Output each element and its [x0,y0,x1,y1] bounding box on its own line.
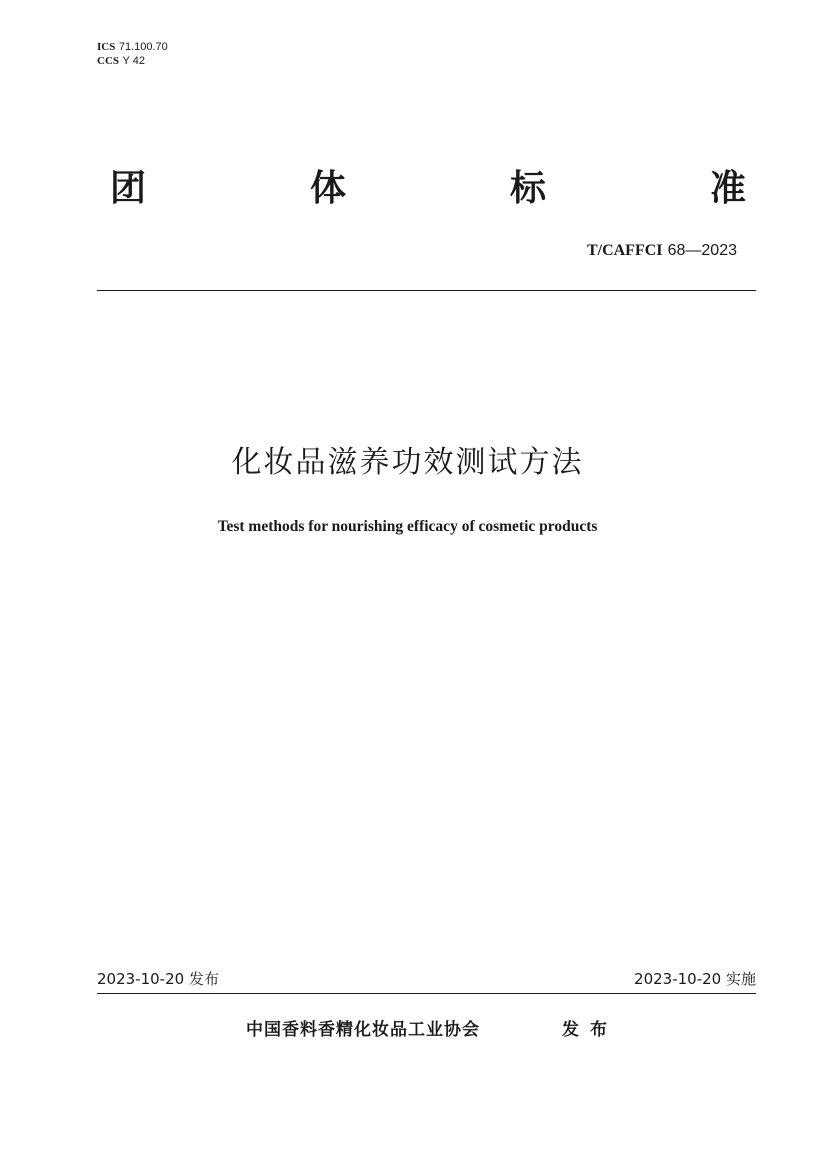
footer-divider [97,993,756,994]
publish-label: 发布 [562,1020,618,1040]
ics-value: 71.100.70 [118,41,168,53]
standard-code: T/CAFFCI [586,242,663,259]
ccs-code [97,54,168,68]
standard-type-char: 团 [110,168,147,209]
standard-year-number: 68—2023 [667,242,737,259]
ics-label: ICS [97,41,116,53]
standard-type-heading [110,164,746,214]
issue-date: 2023-10-20 发布 [97,970,219,988]
classification-codes [97,40,168,68]
standard-type-char: 标 [509,168,546,209]
ccs-value: Y 42 [122,55,145,67]
header-divider [97,290,756,291]
publisher-name: 中国香料香精化妆品工业协会 [246,1020,480,1040]
document-title-en: Test methods for nourishing efficacy of cosmetic products [217,518,598,535]
standard-type-char: 体 [309,168,346,209]
document-title-cn: 化妆品滋养功效测试方法 [231,445,584,480]
ics-code [97,40,168,54]
ccs-label: CCS [97,55,120,67]
standard-type-char: 准 [709,168,746,209]
standard-number [587,240,737,261]
implementation-date: 2023-10-20 实施 [634,970,756,988]
